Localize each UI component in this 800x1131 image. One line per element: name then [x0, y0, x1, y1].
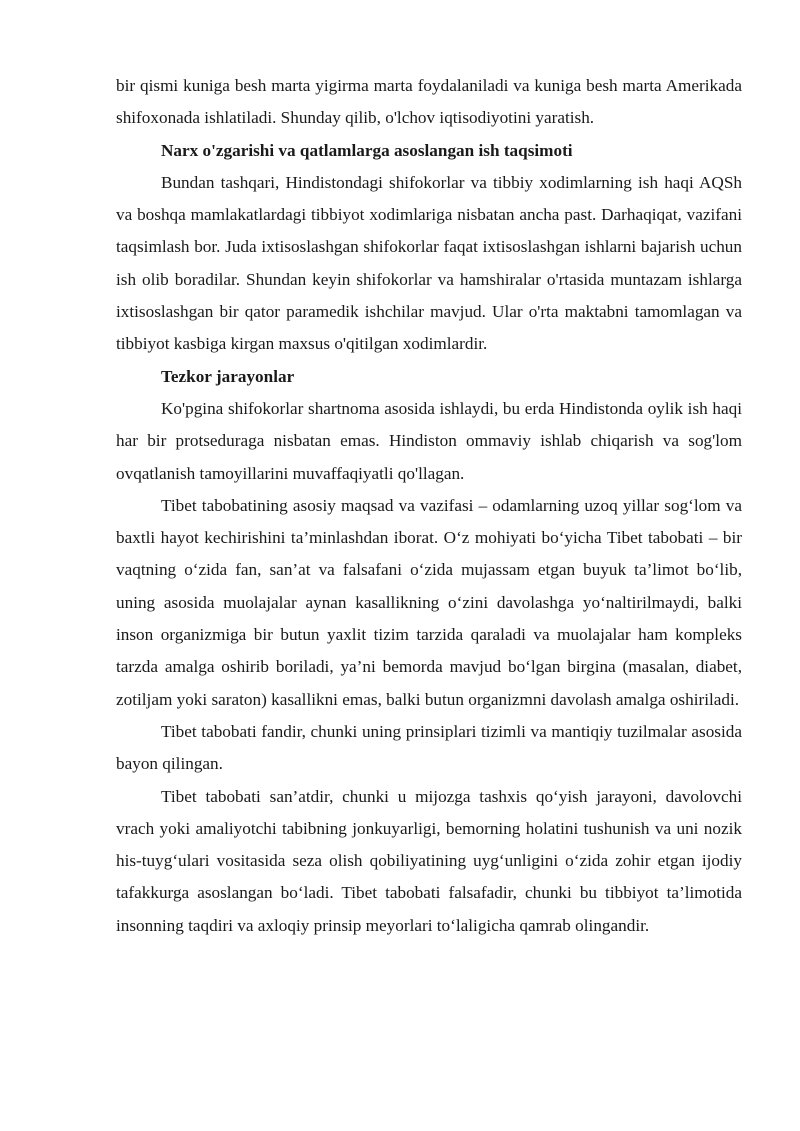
paragraph-contracts: Ko'pgina shifokorlar shartnoma asosida ishlaydi, bu erda Hindistonda oylik ish haqi har bir protseduraga nisbatan emas. Hindiston ommaviy ishlab chiqarish va sog'lom ovqatlanish tamoyillarini muvaffaqiyatli qo'llagan. — [116, 398, 742, 483]
section-heading-price-change: Narx o'zgarishi va qatlamlarga asoslangan ish taqsimoti — [161, 140, 573, 160]
paragraph-wages: Bundan tashqari, Hindistondagi shifokorlar va tibbiy xodimlarning ish haqi AQSh va boshqa mamlakatlardagi tibbiyot xodimlariga nisbatan ancha past. Darhaqiqat, vazifani taqsimlash bor. Juda ixtisoslashgan shifokorlar faqat ixtisoslashgan ishlarni bajarish uchun ish olib boradilar. Shundan keyin shifokorlar va hamshiralar o'rtasida muntazam ishlarga ixtisoslashgan bir qator paramedik ishchilar mavjud. Ular o'rta maktabni tamomlagan va tibbiyot kasbiga kirgan maxsus o'qitilgan xodimlardir. — [116, 172, 742, 354]
paragraph-tibet-science: Tibet tabobati fandir, chunki uning prinsiplari tizimli va mantiqiy tuzilmalar asosida bayon qilingan. — [116, 721, 742, 774]
section-heading-fast-processes: Tezkor jarayonlar — [161, 366, 295, 386]
paragraph-continuation: bir qismi kuniga besh marta yigirma marta foydalaniladi va kuniga besh marta Amerikada shifoxonada ishlatiladi. Shunday qilib, o'lchov iqtisodiyotini yaratish. — [116, 76, 742, 128]
paragraph-tibet-goal: Tibet tabobatining asosiy maqsad va vazifasi – odamlarning uzoq yillar sog‘lom va baxtli hayot kechirishini ta’minlashdan iborat. O‘z mohiyati bo‘yicha Tibet tabobati – bir vaqtning o‘zida fan, san’at va falsafani o‘zida mujassam etgan buyuk ta’limot bo‘lib, uning asosida muolajalar aynan kasallikning o‘zini davolashga yo‘naltirilmaydi, balki inson organizmiga bir butun yaxlit tizim tarzida qaraladi va muolajalar ham kompleks tarzda amalga oshirib boriladi, ya’ni bemorda mavjud bo‘lgan birgina (masalan, diabet, zotiljam yoki saraton) kasallikni emas, balki butun organizmni davolash amalga oshiriladi. — [116, 495, 742, 709]
paragraph-tibet-art: Tibet tabobati san’atdir, chunki u mijozga tashxis qo‘yish jarayoni, davolovchi vrach yoki amaliyotchi tabibning jonkuyarligi, bemorning holatini tushunish va uni nozik his-tuyg‘ulari vositasida seza olish qobiliyatining uyg‘unligini o‘zida zohir etgan ijodiy tafakkurga asoslangan bo‘ladi. Tibet tabobati falsafadir, chunki bu tibbiyot ta’limotida insonning taqdiri va axloqiy prinsip meyorlari to‘laligicha qamrab olingandir. — [116, 786, 742, 935]
document-page — [116, 70, 742, 942]
